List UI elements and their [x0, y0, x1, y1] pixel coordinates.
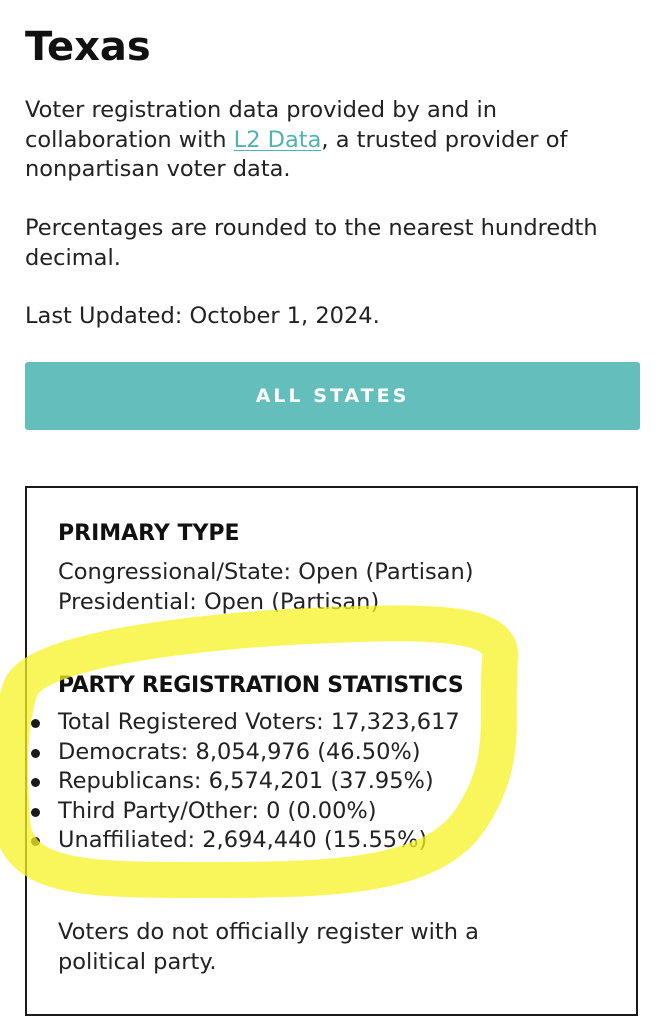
stat-unaffiliated: Unaffiliated: 2,694,440 (15.55%) — [58, 827, 428, 853]
list-item — [27, 738, 460, 768]
stat-republicans: Republicans: 6,574,201 (37.95%) — [58, 768, 434, 794]
intro-paragraph — [25, 96, 645, 185]
bullet-icon — [31, 778, 40, 787]
stat-third-party: Third Party/Other: 0 (0.00%) — [58, 797, 377, 824]
intro-text-end: , a trusted provider of nonpartisan voter data. — [25, 126, 568, 182]
all-states-button[interactable]: ALL STATES — [25, 362, 640, 430]
intro-text-start: Voter registration data provided by and in collaboration with — [25, 97, 497, 153]
bullet-icon — [31, 749, 40, 758]
bullet-icon — [31, 719, 40, 728]
bullet-icon — [31, 837, 40, 846]
rounding-note: Percentages are rounded to the nearest hundredth decimal. — [25, 215, 598, 271]
party-registration-heading: PARTY REGISTRATION STATISTICS — [58, 673, 464, 698]
party-stats-list — [27, 708, 460, 856]
last-updated: Last Updated: October 1, 2024. — [25, 303, 380, 329]
bullet-icon — [31, 808, 40, 817]
primary-type-heading: PRIMARY TYPE — [58, 521, 240, 546]
l2-data-link[interactable]: L2 Data — [233, 126, 322, 153]
list-item — [27, 767, 460, 797]
footer-note: Voters do not officially register with a political party. — [58, 919, 479, 975]
congressional-state-primary: Congressional/State: Open (Partisan) — [58, 559, 474, 585]
list-item — [27, 708, 460, 738]
stat-total-registered: Total Registered Voters: 17,323,617 — [58, 709, 460, 735]
state-info-box — [25, 486, 638, 1016]
list-item — [27, 826, 460, 856]
list-item — [27, 797, 460, 827]
page-title: Texas — [25, 24, 151, 70]
presidential-primary: Presidential: Open (Partisan) — [58, 589, 380, 615]
stat-democrats: Democrats: 8,054,976 (46.50%) — [58, 738, 421, 765]
